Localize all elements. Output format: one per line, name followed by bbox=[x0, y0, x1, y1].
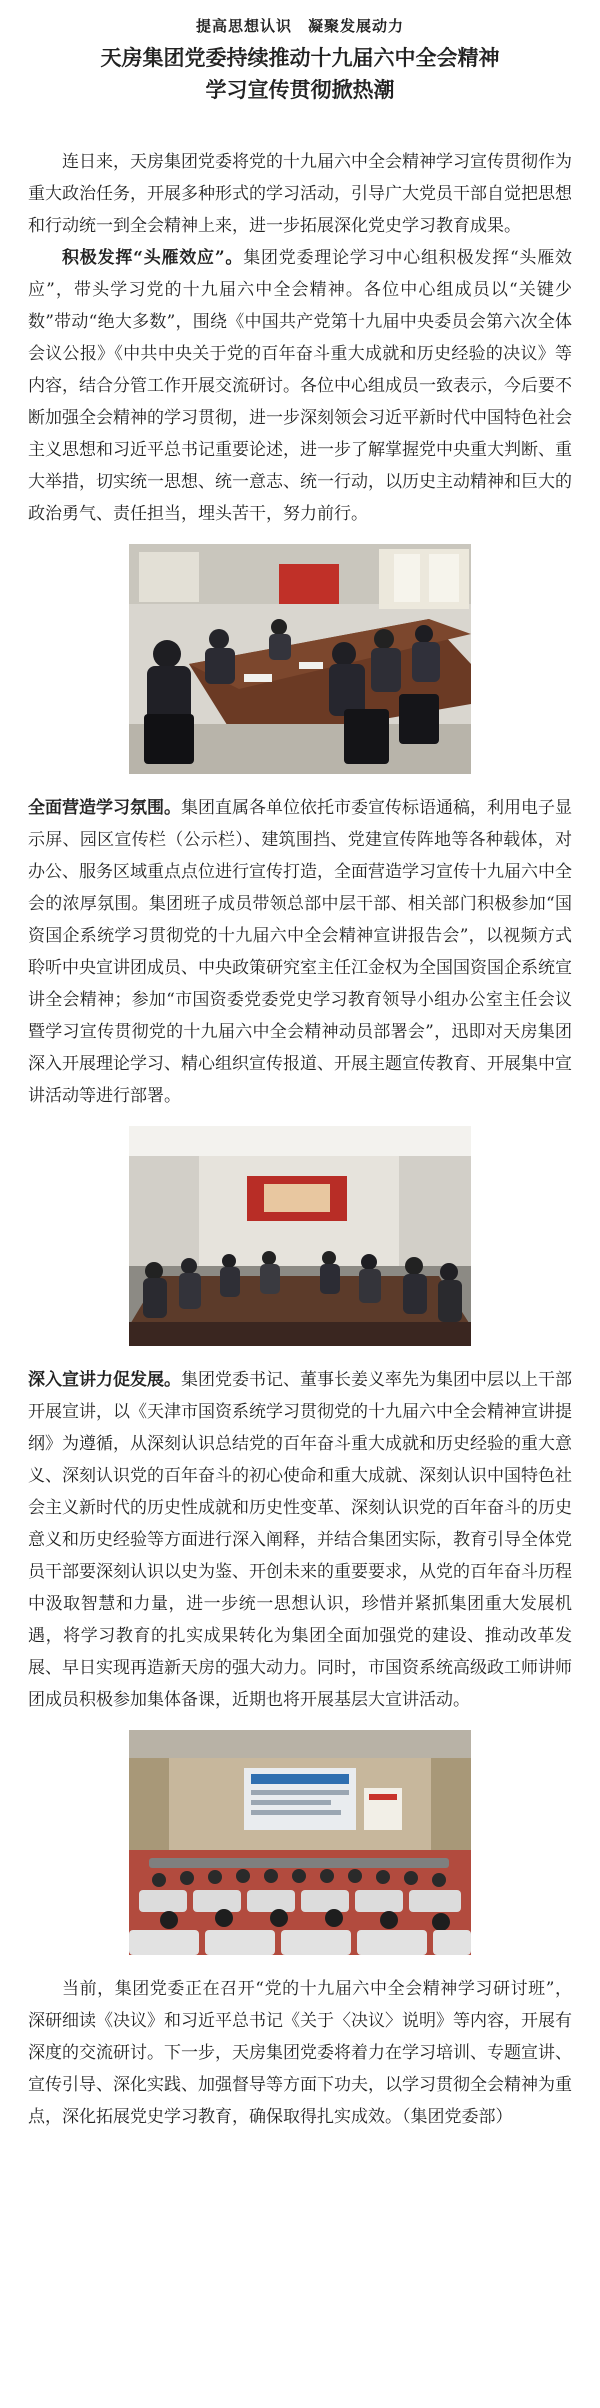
section-1-lead: 积极发挥“头雁效应”。 bbox=[62, 248, 244, 268]
section-2-body: 集团直属各单位依托市委宣传标语通稿，利用电子显示屏、园区宣传栏（公示栏）、建筑围挡、党建宣传阵地等各种载体，对办公、服务区域重点点位进行宣传打造，全面营造学习宣传十九届六中全会的浓厚氛围。集团班子成员带领总部中层干部、相关部门积极参加“国资国企系统学习贯彻党的十九届六中全会精神宣讲报告会”，以视频方式聆听中央宣讲团成员、中央政策研究室主任江金权为全国国资国企系统宣讲全会精神；参加“市国资委党委党史学习教育领导小组办公室主任会议暨学习宣传贯彻党的十九届六中全会精神动员部署会”，迅即对天房集团深入开展理论学习、精心组织宣传报道、开展主题宣传教育、开展集中宣讲活动等进行部署。 bbox=[28, 798, 572, 1106]
photo-study-meeting-image bbox=[129, 544, 471, 774]
title-line-2: 学习宣传贯彻掀热潮 bbox=[205, 77, 395, 102]
photo-auditorium-lecture-image bbox=[129, 1730, 471, 1955]
section-1-body: 集团党委理论学习中心组积极发挥“头雁效应”，带头学习党的十九届六中全会精神。各位中心组成员以“关键少数”带动“绝大多数”，围绕《中国共产党第十九届中央委员会第六次全体会议公报》《中共中央关于党的百年奋斗重大成就和历史经验的决议》等内容，结合分管工作开展交流研讨。各位中心组成员一致表示，今后要不断加强全会精神的学习贯彻，进一步深刻领会习近平新时代中国特色社会主义思想和习近平总书记重要论述，进一步了解掌握党中央重大判断、重大举措，切实统一思想、统一意志、统一行动，以历史主动精神和巨大的政治勇气、责任担当，埋头苦干，努力前行。 bbox=[28, 248, 572, 524]
article-kicker: 提高思想认识 凝聚发展动力 bbox=[195, 17, 404, 35]
section-3-body: 集团党委书记、董事长姜义率先为集团中层以上干部开展宣讲，以《天津市国资系统学习贯彻党的十九届六中全会精神宣讲提纲》为遵循，从深刻认识总结党的百年奋斗重大成就和历史经验的重大意义、深刻认识党的百年奋斗的初心使命和重大成就、深刻认识中国特色社会主义新时代的历史性成就和历史性变革、深刻认识党的百年奋斗的历史意义和历史经验等方面进行深入阐释，并结合集团实际，教育引导全体党员干部要深刻认识以史为鉴、开创未来的重要要求，从党的百年奋斗历程中汲取智慧和力量，进一步统一思想认识，珍惜并紧抓集团重大发展机遇，将学习教育的扎实成果转化为集团全面加强党的建设、推动改革发展、早日实现再造新天房的强大动力。同时，市国资系统高级政工师讲师团成员积极参加集体备课，近期也将开展基层大宣讲活动。 bbox=[28, 1370, 572, 1710]
section-3-paragraph bbox=[28, 1364, 572, 1716]
title-line-1: 天房集团党委持续推动十九届六中全会精神 bbox=[100, 45, 500, 70]
section-2-lead: 全面营造学习氛围。 bbox=[28, 798, 181, 818]
intro-paragraph: 连日来，天房集团党委将党的十九届六中全会精神学习宣传贯彻作为重大政治任务，开展多种形式的学习活动，引导广大党员干部自觉把思想和行动统一到全会精神上来，进一步拓展深化党史学习教育成果。 bbox=[28, 152, 572, 236]
closing-paragraph: 当前，集团党委正在召开“党的十九届六中全会精神学习研讨班”，深研细读《决议》和习近平总书记《关于〈决议〉说明》等内容，开展有深度的交流研讨。下一步，天房集团党委将着力在学习培训、专题宣讲、宣传引导、深化实践、加强督导等方面下功夫，以学习贯彻全会精神为重点，深化拓展党史学习教育，确保取得扎实成效。（集团党委部） bbox=[28, 1979, 572, 2127]
photo-auditorium-lecture bbox=[129, 1730, 471, 1955]
photo-study-meeting bbox=[129, 544, 471, 774]
photo-video-lecture-image bbox=[129, 1126, 471, 1346]
photo-video-lecture bbox=[129, 1126, 471, 1346]
section-1-paragraph bbox=[28, 242, 572, 530]
section-2-paragraph bbox=[28, 792, 572, 1112]
article-title bbox=[28, 42, 572, 106]
section-3-lead: 深入宣讲力促发展。 bbox=[28, 1370, 181, 1390]
